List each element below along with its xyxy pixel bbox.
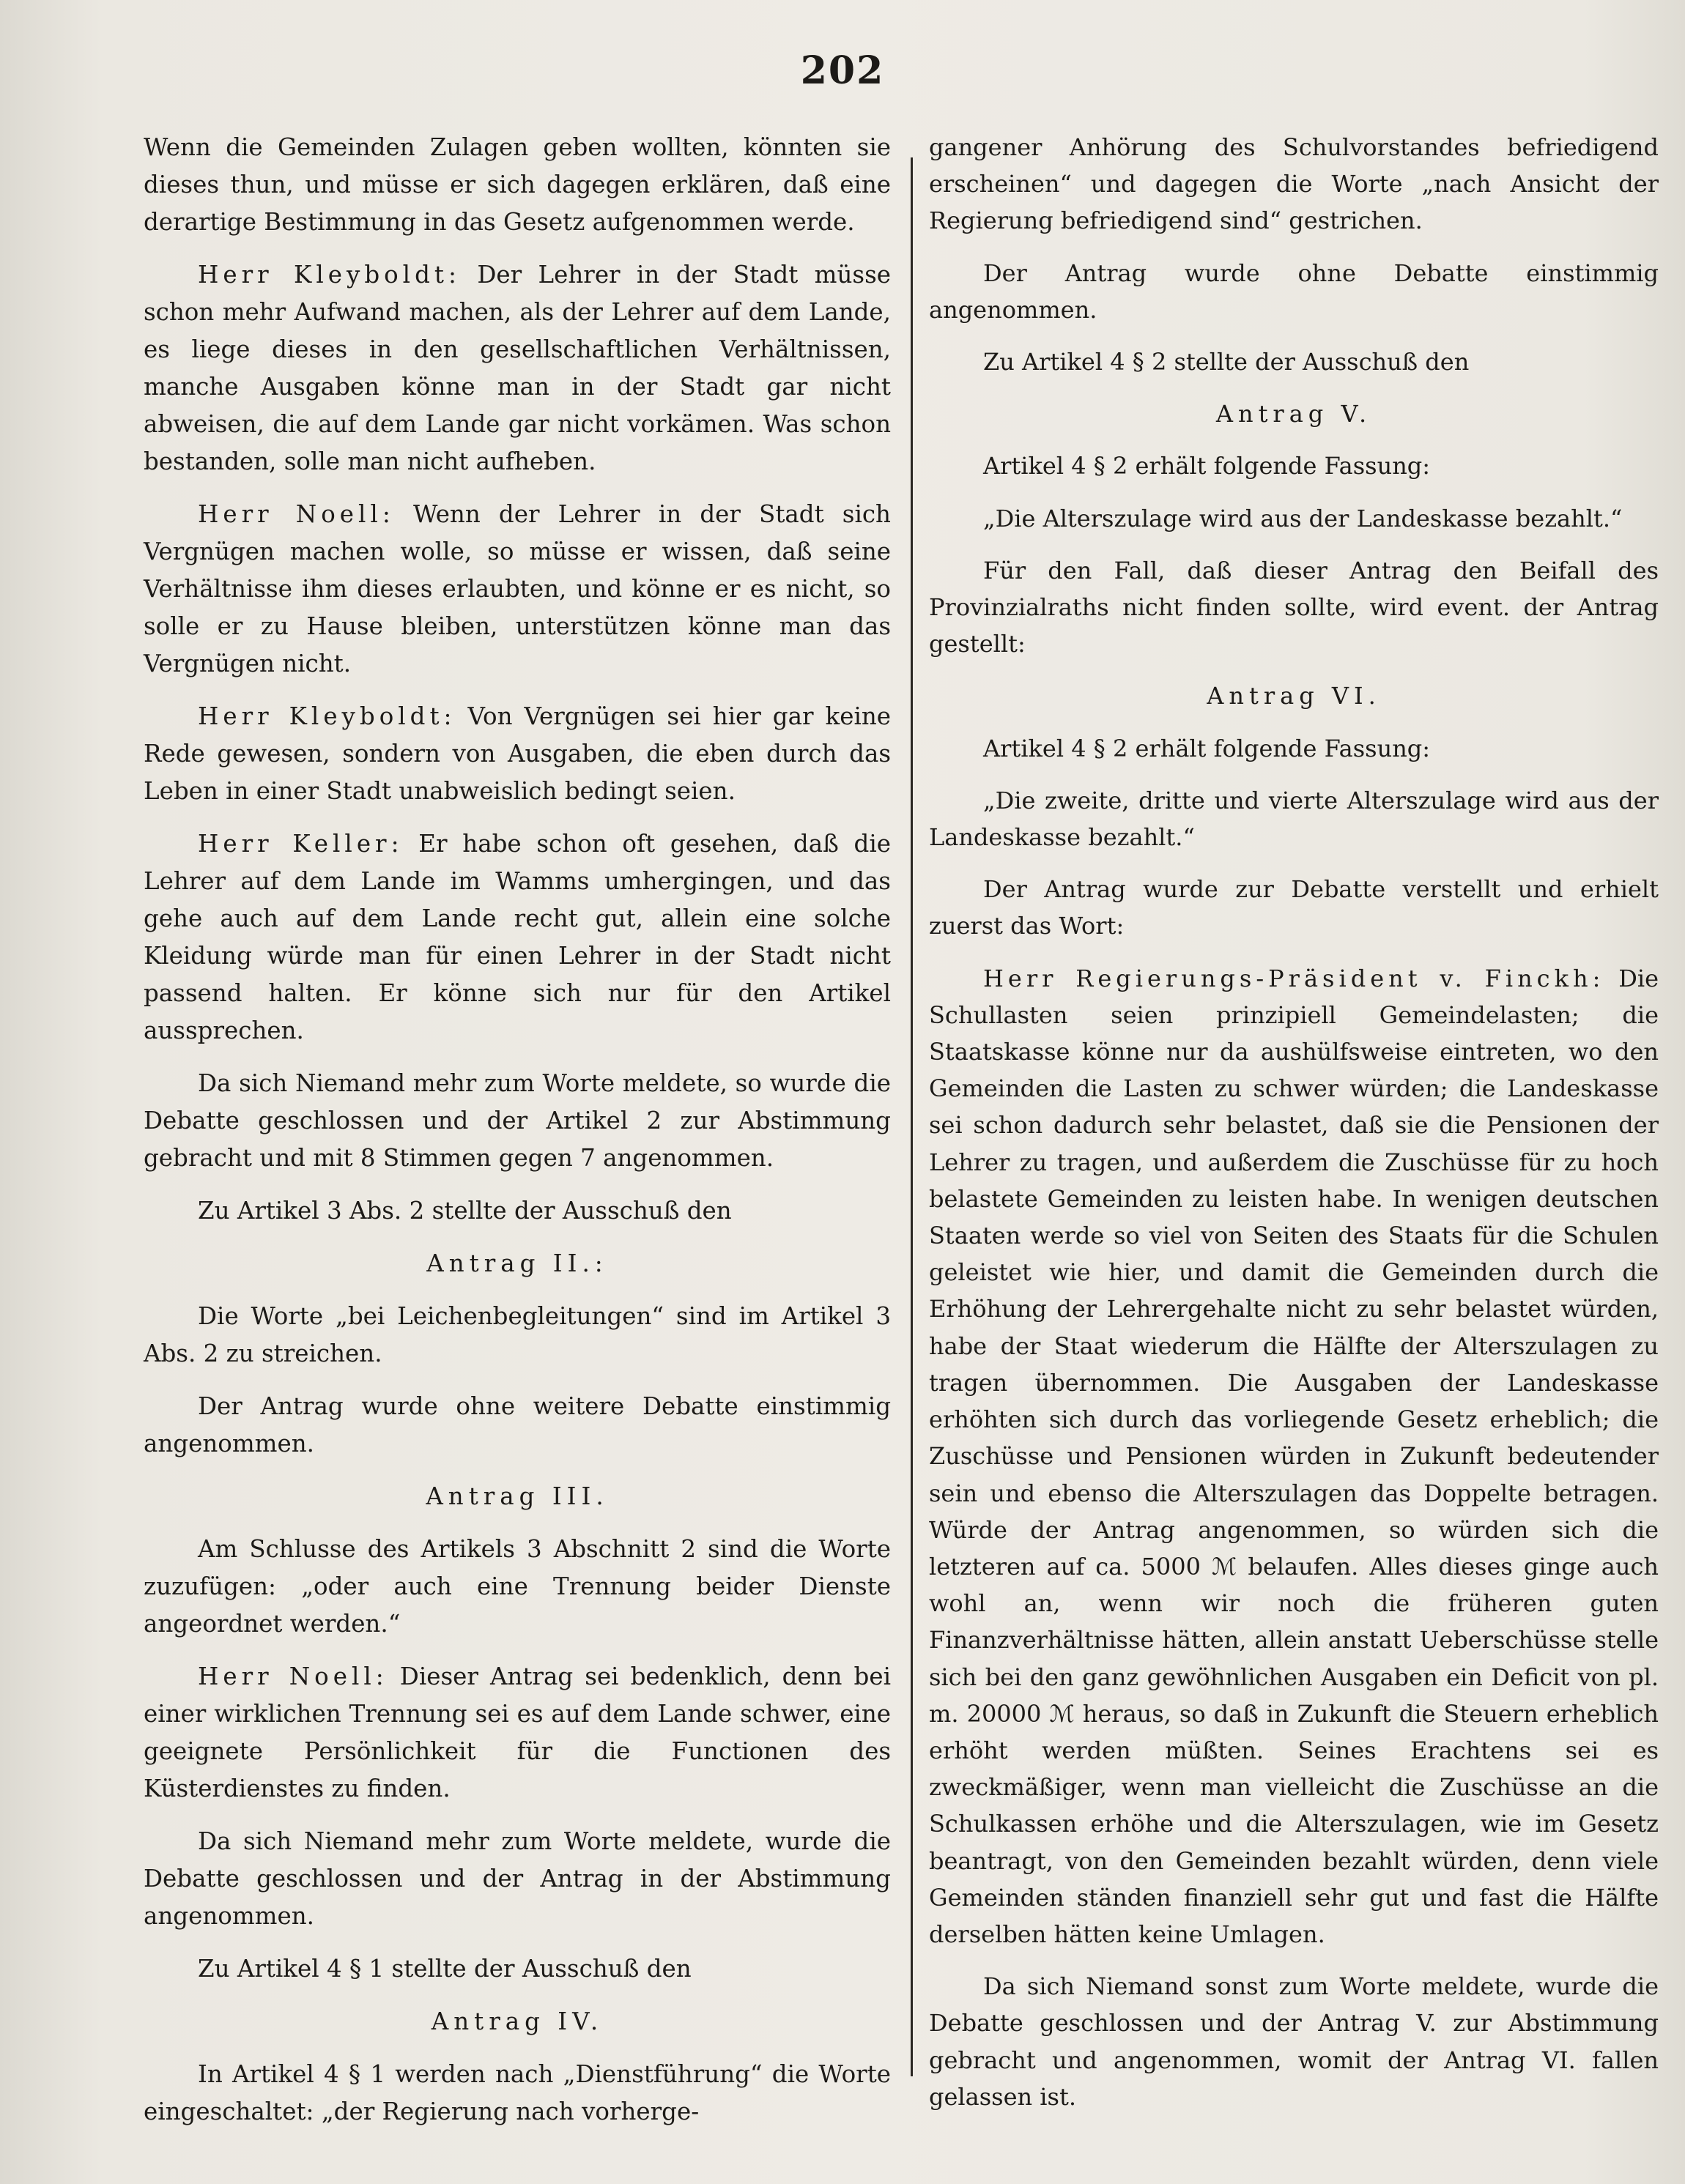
speech-text: Die Schullasten seien prinzipiell Gemeindelasten; die Staatskasse könne nur da aushülfsweise eintreten, wo den Gemeinden die Lasten zu schwer würden; die Landeskasse sei schon dadurch sehr belastet, daß sie die Pensionen der Lehrer zu tragen, und außerdem die Zuschüsse für zu hoch belastete Gemeinden zu leisten habe. In wenigen deutschen Staaten werde so viel von Seiten des Staats für die Schulen geleistet wie hier, und damit die Gemeinden durch die Erhöhung der Lehrergehalte nicht zu sehr belastet würden, habe der Staat wiederum die Hälfte der Alterszulagen zu tragen übernommen. Die Ausgaben der Landeskasse erhöhten sich durch das vorliegende Gesetz erheblich; die Zuschüsse und Pensionen würden in Zukunft bedeutender sein und ebenso die Alterszulagen das Doppelte betragen. Würde der Antrag angenommen, so würden sich die letzteren auf ca. 5000 ℳ belaufen. Alles dieses ginge auch wohl an, wenn wir noch die früheren guten Finanzverhältnisse hätten, allein anstatt Ueberschüsse stelle sich bei den ganz gewöhnlichen Ausgaben ein Deficit von pl. m. 20000 ℳ heraus, so daß in Zukunft die Steuern erheblich erhöht werden müßten. Seines Erachtens sei es zweckmäßiger, wenn man vielleicht die Zuschüsse an die Schulkassen erhöhe und die Alterszulagen, wie im Gesetz beantragt, von den Gemeinden bezahlt würden, denn viele Gemeinden ständen finanziell sehr gut und fast die Hälfte derselben hätten keine Umlagen. — [929, 964, 1659, 1948]
speech-paragraph — [929, 960, 1659, 1953]
section-heading: Antrag IV. — [431, 2007, 604, 2035]
paragraph: Die Worte „bei Leichenbegleitungen“ sind im Artikel 3 Abs. 2 zu streichen. — [144, 1302, 891, 1367]
speaker-name: Herr Kleyboldt: — [198, 261, 461, 289]
section-heading: Antrag VI. — [1207, 682, 1381, 710]
speech-text: Er habe schon oft gesehen, daß die Lehrer auf dem Lande im Wamms umhergingen, und das gehe auch auf dem Lande recht gut, allein eine solche Kleidung würde man für einen Lehrer in der Stadt nicht passend halten. Er könne sich nur für den Artikel aussprechen. — [144, 830, 891, 1044]
paragraph: Für den Fall, daß dieser Antrag den Beifall des Provinzialraths nicht finden sollte, wird event. der Antrag gestellt: — [929, 556, 1659, 658]
paragraph: Der Antrag wurde ohne weitere Debatte einstimmig angenommen. — [144, 1392, 891, 1457]
speech-text: Der Lehrer in der Stadt müsse schon mehr Aufwand machen, als der Lehrer auf dem Lande, es liege dieses in den gesellschaftlichen Verhältnissen, manche Ausgaben könne man in der Stadt gar nicht abweisen, die auf dem Lande gar nicht vorkämen. Was schon bestanden, solle man nicht aufheben. — [144, 261, 891, 475]
paragraph: Zu Artikel 3 Abs. 2 stellte der Ausschuß den — [198, 1197, 732, 1225]
section-heading: Antrag III. — [426, 1482, 609, 1510]
paragraph: Zu Artikel 4 § 1 stellte der Ausschuß den — [198, 1955, 692, 1983]
paragraph: Artikel 4 § 2 erhält folgende Fassung: — [983, 452, 1431, 480]
paragraph: „Die Alterszulage wird aus der Landeskasse bezahlt.“ — [983, 504, 1623, 532]
speech-paragraph — [144, 256, 891, 480]
paragraph: Am Schlusse des Artikels 3 Abschnitt 2 sind die Worte zuzufügen: „oder auch eine Trennung beider Dienste angeordnet werden.“ — [144, 1535, 891, 1638]
paragraph: Der Antrag wurde ohne Debatte einstimmig angenommen. — [929, 259, 1659, 324]
paragraph: Wenn die Gemeinden Zulagen geben wollten, könnten sie dieses thun, und müsse er sich dagegen erklären, daß eine derartige Bestimmung in das Gesetz aufgenommen werde. — [144, 133, 891, 236]
speaker-name: Herr Keller: — [198, 830, 404, 858]
speaker-name: Herr Noell: — [198, 1663, 388, 1690]
speech-paragraph — [144, 496, 891, 683]
paragraph: Artikel 4 § 2 erhält folgende Fassung: — [983, 734, 1431, 762]
speech-text: Wenn der Lehrer in der Stadt sich Vergnügen machen wolle, so müsse er wissen, daß seine Verhältnisse ihm dieses erlaubten, und könne er es nicht, so solle er zu Hause bleiben, unterstützen könne man das Vergnügen nicht. — [144, 500, 891, 677]
right-column — [929, 129, 1659, 2131]
speech-text: Dieser Antrag sei bedenklich, denn bei einer wirklichen Trennung sei es auf dem Lande schwer, eine geeignete Persönlichkeit für die Functionen des Küsterdienstes zu finden. — [144, 1663, 891, 1802]
speaker-name: Herr Noell: — [198, 500, 395, 528]
paragraph: Der Antrag wurde zur Debatte verstellt und erhielt zuerst das Wort: — [929, 875, 1659, 940]
speaker-name: Herr Kleyboldt: — [198, 702, 456, 730]
left-column — [144, 129, 891, 2146]
paragraph: Da sich Niemand sonst zum Worte meldete, wurde die Debatte geschlossen und der Antrag V. zur Abstimmung gebracht und angenommen, womit der Antrag VI. fallen gelassen ist. — [929, 1972, 1659, 2111]
speech-paragraph — [144, 825, 891, 1050]
speech-text: Von Vergnügen sei hier gar keine Rede gewesen, sondern von Ausgaben, die eben durch das Leben in einer Stadt unabweislich bedingt seien. — [144, 702, 891, 805]
speech-paragraph — [144, 698, 891, 810]
speech-paragraph — [144, 1658, 891, 1808]
paragraph: Zu Artikel 4 § 2 stellte der Ausschuß den — [983, 348, 1470, 376]
paragraph: „Die zweite, dritte und vierte Alterszulage wird aus der Landeskasse bezahlt.“ — [929, 786, 1659, 852]
speaker-name: Herr Regierungs-Präsident v. Finckh: — [983, 964, 1605, 992]
section-heading: Antrag V. — [1215, 400, 1372, 428]
paragraph: In Artikel 4 § 1 werden nach „Dienstführung“ die Worte eingeschaltet: „der Regierung nach vorherge- — [144, 2060, 891, 2125]
section-heading: Antrag II.: — [426, 1249, 608, 1277]
column-divider — [911, 157, 913, 2076]
paragraph: gangener Anhörung des Schulvorstandes befriedigend erscheinen“ und dagegen die Worte „nach Ansicht der Regierung befriedigend sind“ gestrichen. — [929, 133, 1659, 235]
paragraph: Da sich Niemand mehr zum Worte meldete, so wurde die Debatte geschlossen und der Artikel 2 zur Abstimmung gebracht und mit 8 Stimmen gegen 7 angenommen. — [144, 1069, 891, 1172]
page-number: 202 — [800, 48, 885, 93]
paragraph: Da sich Niemand mehr zum Worte meldete, wurde die Debatte geschlossen und der Antrag in der Abstimmung angenommen. — [144, 1827, 891, 1930]
